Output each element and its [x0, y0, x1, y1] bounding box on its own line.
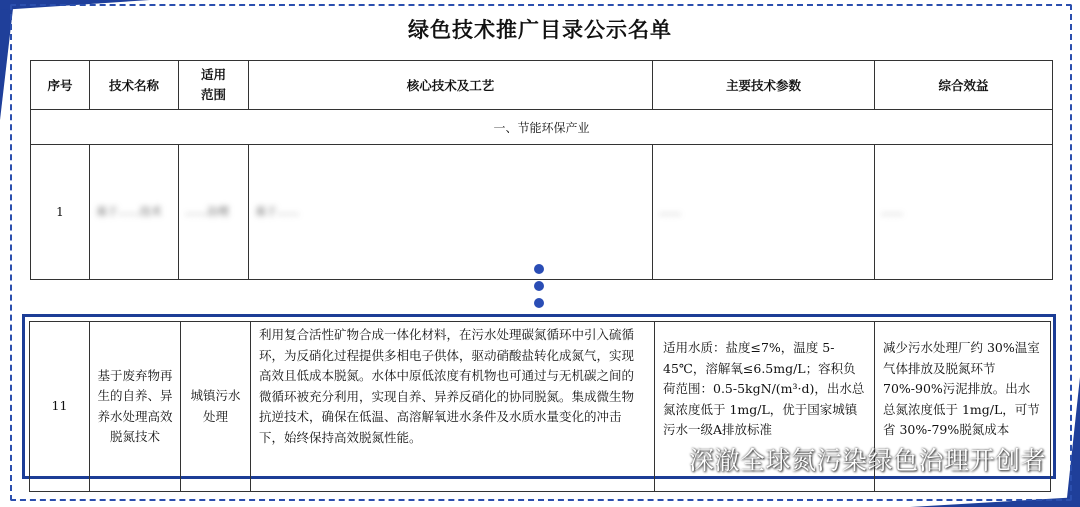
header-core: 核心技术及工艺	[249, 61, 653, 110]
section-label: 一、节能环保产业	[31, 110, 1053, 145]
header-params: 主要技术参数	[653, 61, 875, 110]
row1-name-blurred	[90, 145, 179, 280]
header-scope: 适用 范围	[179, 61, 249, 110]
blurred-text: ……	[659, 205, 681, 218]
blurred-text: 基于……	[255, 205, 299, 218]
blurred-text: ……治理	[185, 205, 229, 218]
row1-core-blurred	[249, 145, 653, 280]
row1-benefit-blurred	[875, 145, 1053, 280]
table-header-row	[31, 61, 1053, 110]
blurred-text: 基于……技术	[96, 205, 162, 218]
page-title: 绿色技术推广目录公示名单	[408, 17, 672, 42]
header-benefit: 综合效益	[875, 61, 1053, 110]
section-row	[31, 110, 1053, 145]
row11-params: 适用水质：盐度≤7%，温度 5-45℃，溶解氧≤6.5mg/L；容积负荷范围：0.5-5kgN/(m³·d)，出水总氮浓度低于 1mg/L，优于国家城镇污水一级A排放标准	[655, 322, 875, 492]
wechat-icon	[659, 453, 683, 471]
row11-scope: 城镇污水处理	[181, 322, 251, 492]
ellipsis-dots	[533, 264, 545, 315]
row1-seq: 1	[31, 145, 90, 280]
table-row	[31, 145, 1053, 280]
row11-seq: 11	[30, 322, 90, 492]
row11-core: 利用复合活性矿物合成一体化材料，在污水处理碳氮循环中引入硫循环，为反硝化过程提供多相电子供体，驱动硝酸盐转化成氮气，实现高效且低成本脱氮。水体中原低浓度有机物也可通过与无机碳之间的微循环被充分利用，实现自养、异养反硝化的协同脱氮。集成微生物抗逆技术，确保在低温、高溶解氧进水条件及水质水量变化的冲击下，始终保持高效脱氮性能。	[251, 322, 655, 492]
catalog-table	[30, 60, 1053, 280]
blurred-text: ……	[881, 205, 903, 218]
row1-scope-blurred	[179, 145, 249, 280]
watermark-text: 深澈全球氮污染绿色治理开创者	[688, 446, 1046, 475]
row11-benefit: 减少污水处理厂约 30%温室气体排放及脱氮环节 70%-90%污泥排放。出水总氮浓度低于 1mg/L，可节省 30%-79%脱氮成本	[875, 322, 1051, 492]
header-seq: 序号	[31, 61, 90, 110]
row11-name: 基于废弃物再生的自养、异养水处理高效脱氮技术	[90, 322, 181, 492]
dot-icon	[534, 264, 544, 274]
dot-icon	[534, 298, 544, 308]
row1-params-blurred	[653, 145, 875, 280]
watermark	[659, 441, 1046, 477]
dot-icon	[534, 281, 544, 291]
header-name: 技术名称	[90, 61, 179, 110]
